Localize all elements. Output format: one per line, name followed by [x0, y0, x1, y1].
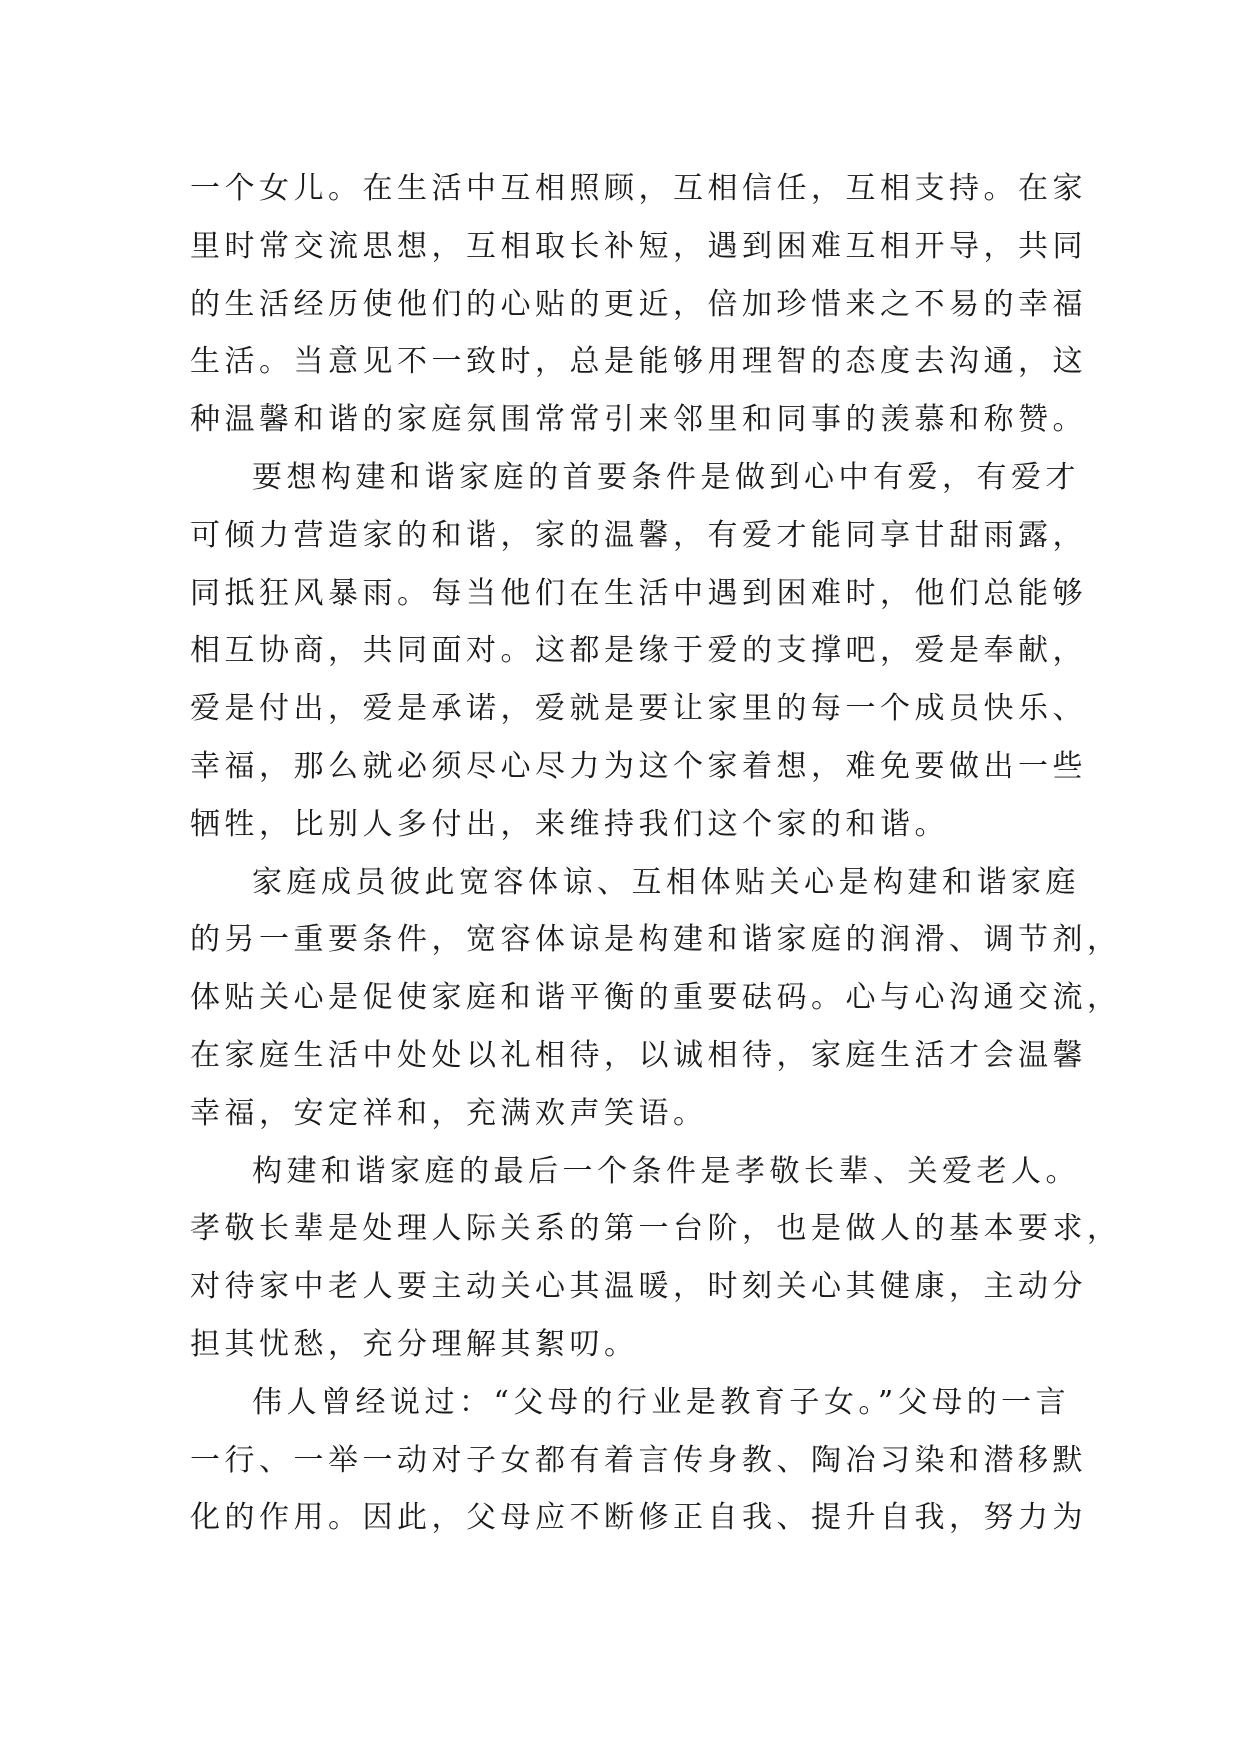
paragraph-first-line: 要想构建和谐家庭的首要条件是做到心中有爱，有爱才: [252, 459, 1080, 495]
text-line: 种温馨和谐的家庭氛围常常引来邻里和同事的羡慕和称赞。: [190, 402, 1087, 438]
paragraph-first-line: 伟人曾经说过：“父母的行业是教育子女。”父母的一言: [252, 1384, 1071, 1420]
text-line: 在家庭生活中处处以礼相待，以诚相待，家庭生活才会温馨: [190, 1037, 1087, 1073]
text-line: 一行、一举一动对子女都有着言传身教、陶冶习染和潜移默: [190, 1442, 1087, 1478]
text-line: 生活。当意见不一致时，总是能够用理智的态度去沟通，这: [190, 344, 1087, 380]
text-line: 爱是付出，爱是承诺，爱就是要让家里的每一个成员快乐、: [190, 691, 1087, 727]
text-line: 对待家中老人要主动关心其温暖，时刻关心其健康，主动分: [190, 1269, 1087, 1305]
text-line: 孝敬长辈是处理人际关系的第一台阶，也是做人的基本要求，: [190, 1211, 1122, 1247]
text-line: 化的作用。因此，父母应不断修正自我、提升自我，努力为: [190, 1500, 1087, 1536]
text-line: 幸福，那么就必须尽心尽力为这个家着想，难免要做出一些: [190, 748, 1087, 784]
text-line: 里时常交流思想，互相取长补短，遇到困难互相开导，共同: [190, 228, 1087, 264]
paragraph-first-line: 构建和谐家庭的最后一个条件是孝敬长辈、关爱老人。: [252, 1153, 1080, 1189]
text-line: 的生活经历使他们的心贴的更近，倍加珍惜来之不易的幸福: [190, 286, 1087, 322]
text-line: 幸福，安定祥和，充满欢声笑语。: [190, 1095, 708, 1131]
text-line: 相互协商，共同面对。这都是缘于爱的支撑吧，爱是奉献，: [190, 633, 1087, 669]
text-line: 同抵狂风暴雨。每当他们在生活中遇到困难时，他们总能够: [190, 575, 1087, 611]
text-line: 的另一重要条件，宽容体谅是构建和谐家庭的润滑、调节剂，: [190, 922, 1122, 958]
document-body: [190, 160, 1122, 1547]
text-line: 体贴关心是促使家庭和谐平衡的重要砝码。心与心沟通交流，: [190, 980, 1122, 1016]
text-line: 可倾力营造家的和谐，家的温馨，有爱才能同享甘甜雨露，: [190, 517, 1087, 553]
text-line: 担其忧愁，充分理解其絮叨。: [190, 1326, 639, 1362]
text-line: 一个女儿。在生活中互相照顾，互相信任，互相支持。在家: [190, 171, 1087, 206]
text-line: 牺牲，比别人多付出，来维持我们这个家的和谐。: [190, 806, 949, 842]
paragraph-first-line: 家庭成员彼此宽容体谅、互相体贴关心是构建和谐家庭: [252, 864, 1080, 900]
